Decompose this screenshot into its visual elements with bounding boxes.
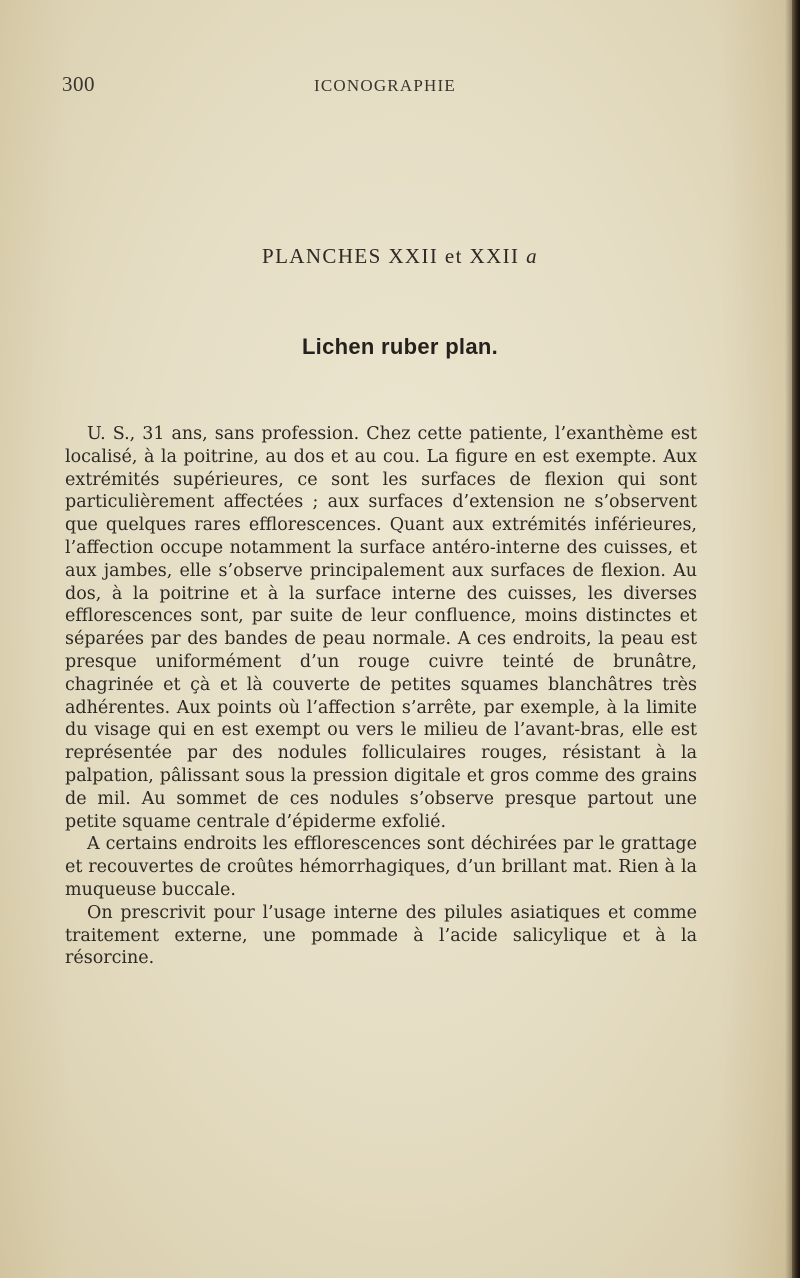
plate-title-suffix: a (526, 244, 538, 268)
paragraph: A certains endroits les efflorescences sont déchirées par le grattage et recouvertes de croûtes hémorrhagiques, d’un brillant mat. Rien à la muqueuse buccale. (65, 834, 697, 900)
body-text (65, 423, 697, 970)
page-header (62, 72, 702, 102)
paragraph: U. S., 31 ans, sans profession. Chez cette patiente, l’exanthème est localisé, à la poitrine, au dos et au cou. La figure en est exempte. Aux extrémités supérieures, ce sont les surfaces de flexion qui sont particulièrement affectées ; aux surfaces d’extension ne s’observent que quelques rares efflorescences. Quant aux extrémités inférieures, l’affection occupe notamment la surface antéro-interne des cuisses, et aux jambes, elle s’observe principalement aux surfaces de flexion. Au dos, à la poitrine et à la surface interne des cuisses, les diverses efflorescences sont, par suite de leur confluence, moins distinctes et séparées par des bandes de peau normale. A ces endroits, la peau est presque uniformément d’un rouge cuivre teinté de brunâtre, chagrinée et çà et là couverte de petites squames blanchâtres très adhérentes. Aux points où l’affection s’arrête, par exemple, à la limite du visage qui en est exempt ou vers le milieu de l’avant-bras, elle est représentée par des nodules folliculaires rouges, résistant à la palpation, pâlissant sous la pression digitale et gros comme des grains de mil. Au sommet de ces nodules s’observe presque partout une petite squame centrale d’épiderme exfolié. (65, 424, 697, 832)
page-number: 300 (62, 72, 95, 96)
paragraph: On prescrivit pour l’usage interne des pilules asiatiques et comme traitement externe, une pommade à l’acide salicylique et à la résorcine. (65, 902, 697, 969)
plate-title (0, 244, 800, 269)
running-head: ICONOGRAPHIE (314, 76, 456, 95)
plate-title-main: PLANCHES XXII et XXII (261, 244, 527, 268)
page-edge-shadow (792, 0, 800, 1278)
section-title: Lichen ruber plan. (301, 334, 499, 359)
